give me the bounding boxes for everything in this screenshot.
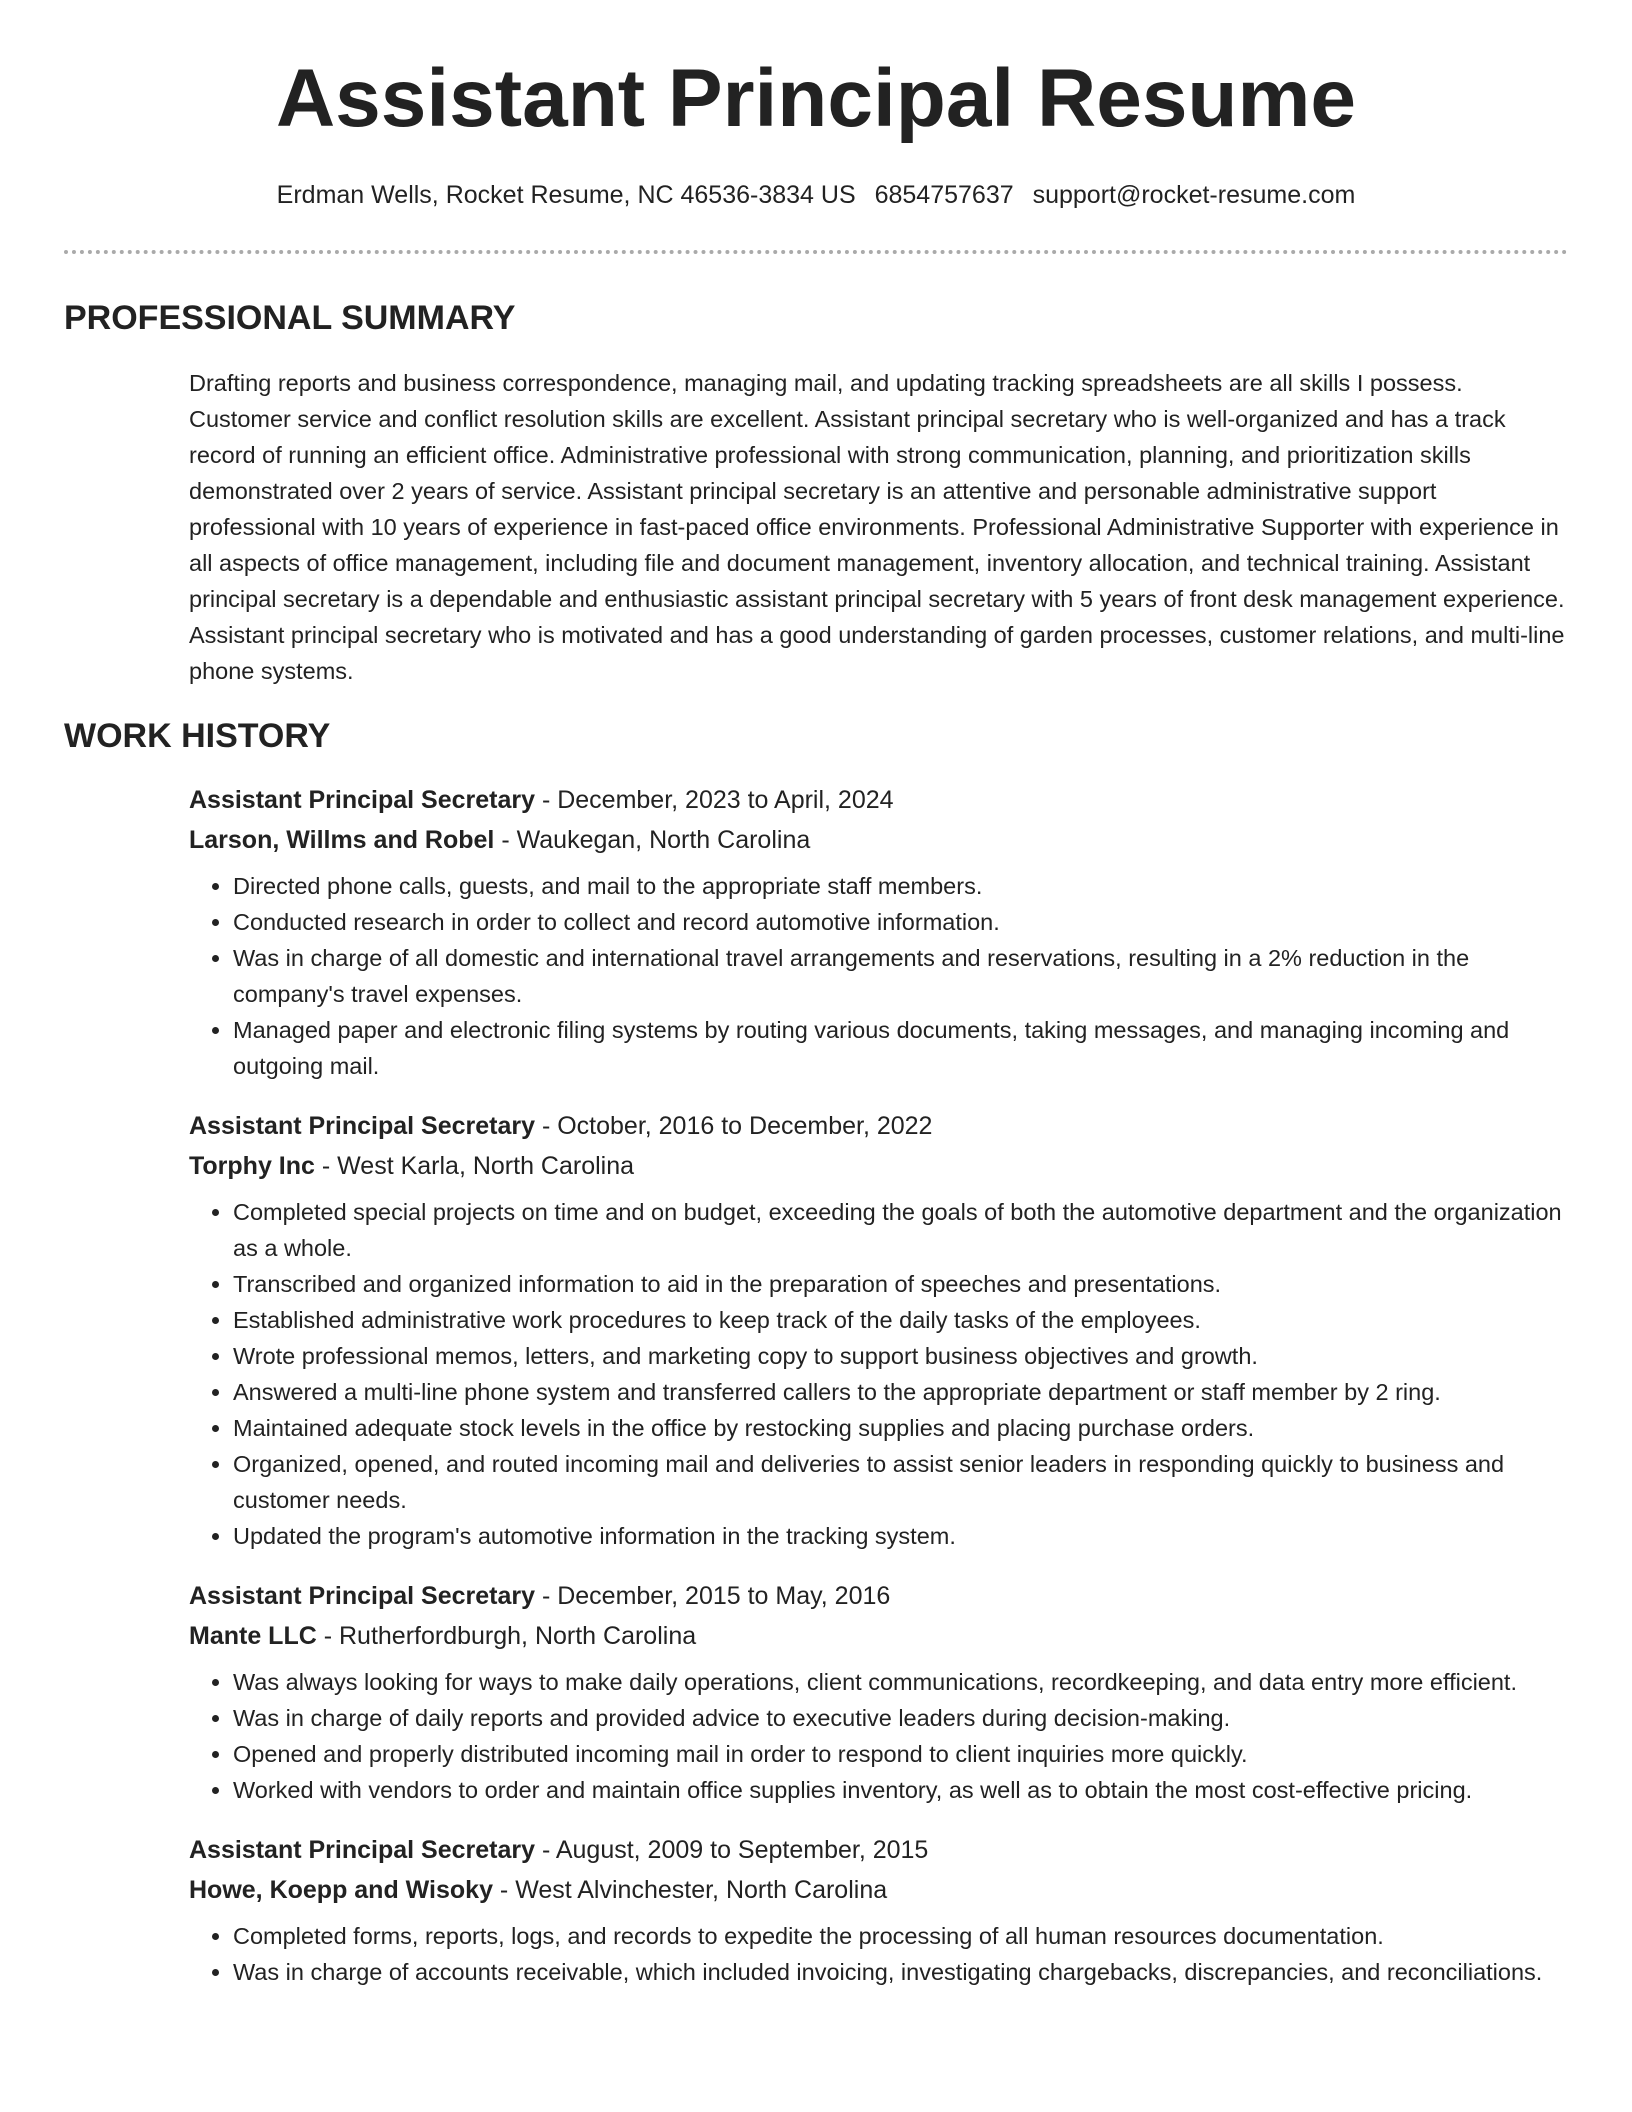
job-bullet: • Completed special projects on time and on budget, exceeding the goals of both the automotive department and the organization as a whole. (233, 1194, 1569, 1266)
job-company: Torphy Inc (189, 1152, 315, 1180)
contact-line (0, 180, 1632, 210)
job-bullet: • Conducted research in order to collect and record automotive information. (233, 904, 1569, 940)
job-title-line (189, 1106, 1569, 1146)
job-title-line (189, 1830, 1569, 1870)
work-history-list (189, 780, 1569, 2012)
job-dates: - December, 2023 to April, 2024 (535, 786, 894, 814)
job-company-line (189, 820, 1569, 860)
summary-text: Drafting reports and business correspondence, managing mail, and updating tracking spreadsheets are all skills I possess. Customer service and conflict resolution skills are excellent. Assistant principal secretary who is well-organized and has a track record of running an efficient office. Administrative professional with strong communication, planning, and prioritization skills demonstrated over 2 years of service. Assistant principal secretary is an attentive and personable administrative support professional with 10 years of experience in fast-paced office environments. Professional Administrative Supporter with experience in all aspects of office management, including file and document management, inventory allocation, and technical training. Assistant principal secretary is a dependable and enthusiastic assistant principal secretary with 5 years of front desk management experience. Assistant principal secretary who is motivated and has a good understanding of garden processes, customer relations, and multi-line phone systems. (189, 370, 1565, 684)
job-bullet: • Completed forms, reports, logs, and records to expedite the processing of all human resources documentation. (233, 1918, 1569, 1954)
job-location: - Rutherfordburgh, North Carolina (316, 1622, 697, 1650)
job-dates: - October, 2016 to December, 2022 (535, 1112, 933, 1140)
job-entry (189, 1106, 1569, 1554)
summary-heading: PROFESSIONAL SUMMARY (64, 299, 516, 337)
job-bullet: • Answered a multi-line phone system and transferred callers to the appropriate department or staff member by 2 ring. (233, 1374, 1569, 1410)
job-entry (189, 780, 1569, 1084)
job-company: Howe, Koepp and Wisoky (189, 1876, 493, 1904)
contact-phone[interactable]: 6854757637 (874, 181, 1014, 209)
contact-email[interactable]: support@rocket-resume.com (1032, 181, 1356, 209)
job-bullet: • Wrote professional memos, letters, and marketing copy to support business objectives and growth. (233, 1338, 1569, 1374)
job-bullet: • Worked with vendors to order and maintain office supplies inventory, as well as to obtain the most cost-effective pricing. (233, 1772, 1569, 1808)
job-dates: - August, 2009 to September, 2015 (535, 1836, 929, 1864)
job-dates: - December, 2015 to May, 2016 (535, 1582, 891, 1610)
job-company: Larson, Willms and Robel (189, 826, 495, 854)
job-location: - Waukegan, North Carolina (494, 826, 811, 854)
job-company: Mante LLC (189, 1622, 317, 1650)
job-bullet: • Maintained adequate stock levels in the office by restocking supplies and placing purchase orders. (233, 1410, 1569, 1446)
job-entry (189, 1576, 1569, 1808)
job-location: - West Karla, North Carolina (314, 1152, 635, 1180)
job-company-line (189, 1616, 1569, 1656)
job-bullet: • Was in charge of accounts receivable, which included invoicing, investigating chargebacks, discrepancies, and reconciliations. (233, 1954, 1569, 1990)
job-location: - West Alvinchester, North Carolina (492, 1876, 888, 1904)
job-bullet: • Organized, opened, and routed incoming mail and deliveries to assist senior leaders in responding quickly to business and customer needs. (233, 1446, 1569, 1518)
job-bullet-list (189, 868, 1569, 1084)
job-bullet: • Was in charge of daily reports and provided advice to executive leaders during decision-making. (233, 1700, 1569, 1736)
job-title: Assistant Principal Secretary (189, 1112, 535, 1140)
job-bullet-list (189, 1664, 1569, 1808)
job-bullet: • Managed paper and electronic filing systems by routing various documents, taking messages, and managing incoming and outgoing mail. (233, 1012, 1569, 1084)
job-bullet: • Transcribed and organized information to aid in the preparation of speeches and presentations. (233, 1266, 1569, 1302)
contact-address: Erdman Wells, Rocket Resume, NC 46536-3834 US (276, 181, 856, 209)
job-bullet: • Was always looking for ways to make daily operations, client communications, recordkeeping, and data entry more efficient. (233, 1664, 1569, 1700)
job-bullet: • Updated the program's automotive information in the tracking system. (233, 1518, 1569, 1554)
job-title: Assistant Principal Secretary (189, 1582, 535, 1610)
job-bullet-list (189, 1194, 1569, 1554)
resume-title: Assistant Principal Resume (275, 53, 1357, 144)
job-company-line (189, 1870, 1569, 1910)
job-entry (189, 1830, 1569, 1990)
job-bullet: • Directed phone calls, guests, and mail to the appropriate staff members. (233, 868, 1569, 904)
job-bullet: • Established administrative work procedures to keep track of the daily tasks of the employees. (233, 1302, 1569, 1338)
job-title-line (189, 780, 1569, 820)
job-bullet-list (189, 1918, 1569, 1990)
job-title: Assistant Principal Secretary (189, 786, 535, 814)
job-title: Assistant Principal Secretary (189, 1836, 535, 1864)
header-divider (64, 250, 1568, 254)
job-title-line (189, 1576, 1569, 1616)
job-bullet: • Opened and properly distributed incoming mail in order to respond to client inquiries more quickly. (233, 1736, 1569, 1772)
job-bullet: • Was in charge of all domestic and international travel arrangements and reservations, resulting in a 2% reduction in the company's travel expenses. (233, 940, 1569, 1012)
work-history-heading: WORK HISTORY (64, 717, 331, 755)
job-company-line (189, 1146, 1569, 1186)
